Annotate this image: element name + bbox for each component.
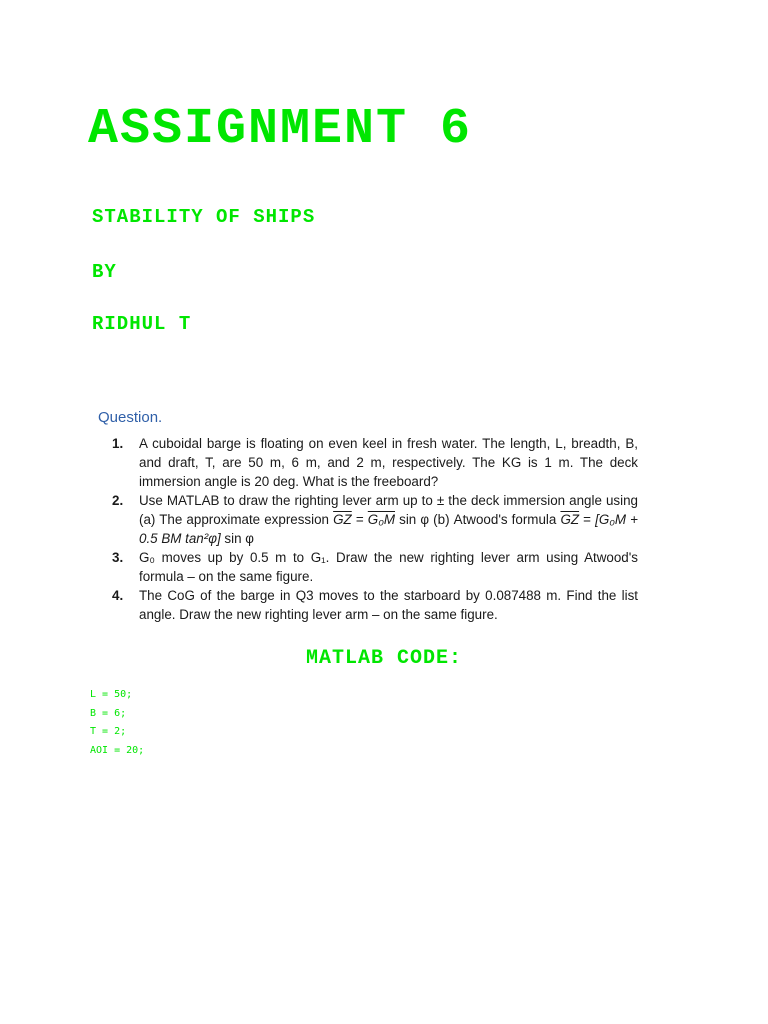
formula-equals: = xyxy=(579,512,596,527)
code-line: AOI = 20; xyxy=(90,744,145,756)
question-item xyxy=(112,548,638,586)
question-item xyxy=(112,586,638,624)
document-title: ASSIGNMENT 6 xyxy=(88,101,473,158)
formula-gz: $\overline{GZ}$ xyxy=(333,512,352,527)
question-block xyxy=(98,406,638,624)
question-heading: Question. xyxy=(98,409,163,426)
question-list xyxy=(98,434,638,624)
formula-gz-atwood: $\overline{GZ}$ xyxy=(560,512,580,527)
formula-equals: = xyxy=(351,512,368,527)
document-subtitle: STABILITY OF SHIPS xyxy=(92,206,316,228)
question-text-part: Use MATLAB to draw the righting lever arm up to ± the deck immersion angle using (a) The approximate expression xyxy=(139,493,638,527)
question-text xyxy=(139,491,638,548)
code-block xyxy=(90,686,144,760)
question-item xyxy=(112,434,638,491)
question-text-part: sin φ xyxy=(220,531,254,546)
question-number: 3. xyxy=(112,550,124,565)
question-text: The CoG of the barge in Q3 moves to the starboard by 0.087488 m. Find the list angle. Draw the new righting lever arm – on the same figure. xyxy=(139,588,638,622)
code-line: L = 50; xyxy=(90,689,133,700)
by-label: BY xyxy=(92,261,117,283)
question-number: 4. xyxy=(112,588,124,603)
formula-atwood-bracket: [G₀M + 0.5 BM tan²φ] xyxy=(139,512,638,546)
question-text: A cuboidal barge is floating on even keel in fresh water. The length, L, breadth, B, and draft, T, are 50 m, 6 m, and 2 m, respectively. The KG is 1 m. The deck immersion angle is 20 deg. What is the freeboard? xyxy=(139,436,638,489)
code-line: B = 6; xyxy=(90,707,127,719)
question-text-part: sin φ (b) Atwood's formula xyxy=(395,512,561,527)
question-text: G₀ moves up by 0.5 m to G₁. Draw the new righting lever arm using Atwood's formula – on the same figure. xyxy=(139,550,638,584)
code-line: T = 2; xyxy=(90,726,127,737)
author-name: RIDHUL T xyxy=(92,313,192,335)
question-item xyxy=(112,491,638,548)
matlab-heading: MATLAB CODE: xyxy=(305,647,463,670)
question-number: 2. xyxy=(112,493,124,508)
question-number: 1. xyxy=(112,436,124,451)
formula-g0m: G₀M xyxy=(367,512,396,527)
